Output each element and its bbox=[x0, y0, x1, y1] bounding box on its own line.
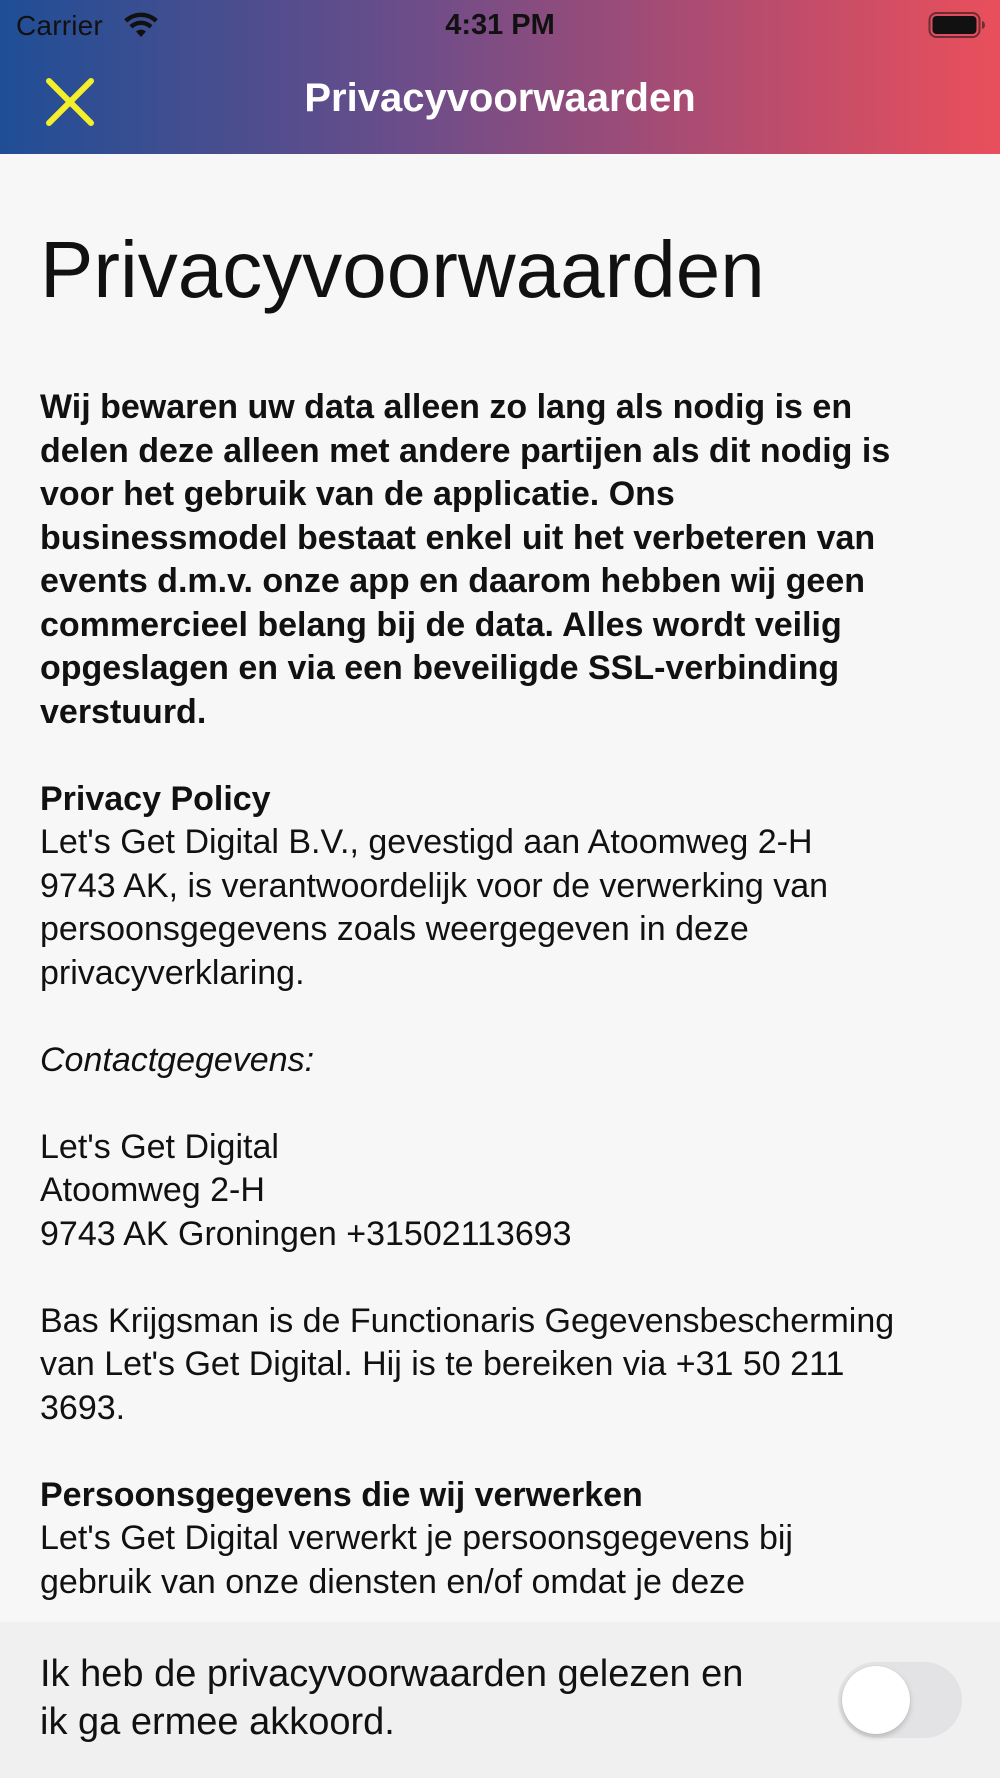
intro-line: opgeslagen en via een beveiligde SSL-verbinding bbox=[40, 649, 840, 687]
carrier-label: Carrier bbox=[16, 10, 103, 41]
agreement-line: Ik heb de privacyvoorwaarden gelezen en bbox=[40, 1653, 744, 1695]
policy-line: privacyverklaring. bbox=[40, 953, 305, 992]
privacy-content bbox=[40, 154, 970, 1604]
intro-line: events d.m.v. onze app en daarom hebben wij geen bbox=[40, 562, 865, 600]
contact-line: Let's Get Digital bbox=[40, 1127, 279, 1166]
agree-toggle[interactable] bbox=[838, 1662, 962, 1738]
policy-body bbox=[40, 734, 970, 1604]
policy-line: Let's Get Digital B.V., gevestigd aan Atoomweg 2-H bbox=[40, 823, 813, 861]
intro-line: Wij bewaren uw data alleen zo lang als nodig is en bbox=[40, 388, 853, 426]
officer-line: van Let's Get Digital. Hij is te bereiken via +31 50 211 bbox=[40, 1345, 845, 1383]
officer-line: Bas Krijgsman is de Functionaris Gegevensbescherming bbox=[40, 1301, 895, 1340]
personal-data-line: gebruik van onze diensten en/of omdat je deze bbox=[40, 1562, 746, 1601]
personal-data-title: Persoonsgegevens die wij verwerken bbox=[40, 1475, 643, 1514]
intro-line: businessmodel bestaat enkel uit het verbeteren van bbox=[40, 518, 876, 557]
status-bar bbox=[0, 0, 1000, 50]
header-bar bbox=[0, 0, 1000, 154]
intro-line: delen deze alleen met andere partijen als dit nodig is bbox=[40, 431, 891, 470]
policy-line: persoonsgegevens zoals weergegeven in deze bbox=[40, 910, 749, 948]
intro-paragraph bbox=[40, 386, 970, 734]
contact-line: 9743 AK Groningen +31502113693 bbox=[40, 1214, 572, 1253]
contact-label: Contactgegevens: bbox=[40, 1040, 315, 1079]
agreement-footer bbox=[0, 1622, 1000, 1778]
nav-title: Privacyvoorwaarden bbox=[304, 76, 696, 120]
contact-line: Atoomweg 2-H bbox=[40, 1171, 265, 1209]
page-title: Privacyvoorwaarden bbox=[40, 225, 765, 314]
agreement-label bbox=[40, 1650, 820, 1746]
status-time: 4:31 PM bbox=[445, 9, 555, 41]
personal-data-line: Let's Get Digital verwerkt je persoonsgegevens bij bbox=[40, 1519, 793, 1557]
privacy-policy-title: Privacy Policy bbox=[40, 779, 271, 818]
intro-line: voor het gebruik van de applicatie. Ons bbox=[40, 475, 675, 513]
intro-line: commercieel belang bij de data. Alles wordt veilig bbox=[40, 605, 842, 644]
toggle-knob[interactable] bbox=[842, 1666, 910, 1734]
battery-icon bbox=[928, 11, 986, 39]
policy-line: 9743 AK, is verantwoordelijk voor de verwerking van bbox=[40, 866, 829, 905]
agreement-line: ik ga ermee akkoord. bbox=[40, 1701, 395, 1743]
officer-line: 3693. bbox=[40, 1388, 126, 1427]
intro-line: verstuurd. bbox=[40, 692, 207, 731]
